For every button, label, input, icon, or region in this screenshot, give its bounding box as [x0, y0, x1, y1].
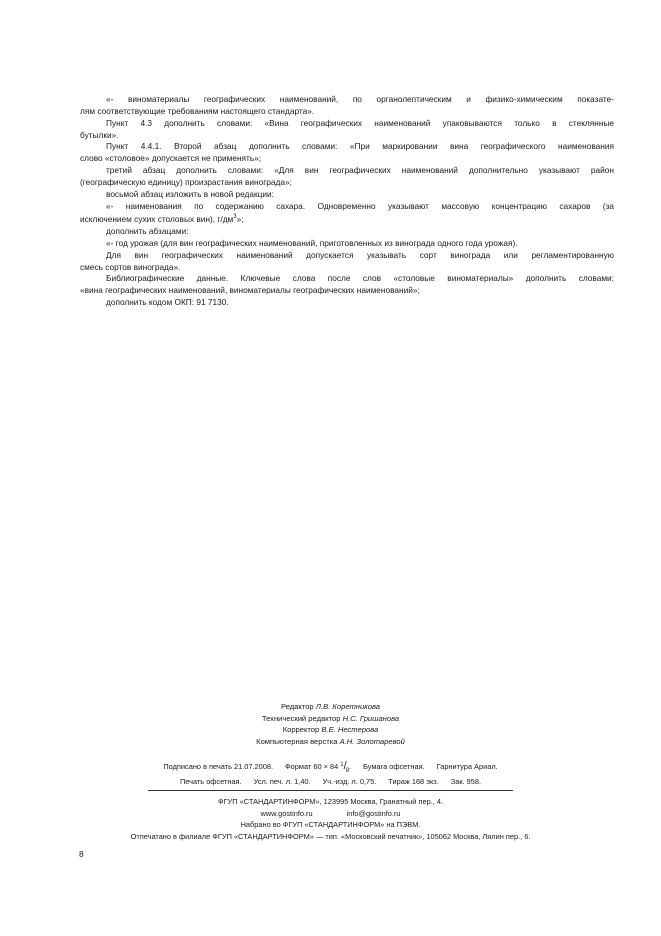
layout-label: Компьютерная верстка	[256, 736, 338, 746]
body-line: «- год урожая (для вин географических наименований, приготовленных из винограда одного года урожая).	[106, 237, 518, 248]
body-line: «вина географических наименований, виноматериалы географических наименований»;	[80, 285, 420, 296]
publisher-block	[0, 796, 661, 842]
print-type: Печать офсетная.	[179, 777, 242, 786]
body-line: Пункт 4.4.1. Второй абзац дополнить словами: «При маркировании вина географического наименования	[106, 141, 614, 152]
credits-block	[0, 701, 661, 747]
separator-line	[148, 790, 513, 791]
layout-name: А.Н. Золотаревой	[339, 736, 405, 746]
printed-note: Отпечатано в филиале ФГУП «СТАНДАРТИНФОРМ» — тип. «Московский печатник», 105062 Москва, Лялин пер., 6.	[130, 831, 531, 841]
format-denominator: 8	[345, 768, 350, 774]
body-line: слово «столовое» допускается не применять»;	[80, 153, 262, 164]
typeface: Гарнитура Ариал.	[436, 762, 498, 771]
editor-credit	[0, 701, 661, 713]
body-line: третий абзац дополнить словами: «Для вин географических наименований дополнительно указывают район	[106, 165, 614, 176]
body-line: Для вин географических наименований допускается указывать сорт винограда или регламентированную	[106, 249, 614, 260]
print-run: Тираж 168 экз.	[388, 777, 439, 786]
body-line: «- наименования по содержанию сахара. Одновременно указывают массовую концентрацию сахаров (за	[106, 200, 614, 211]
typeset-note: Набрано во ФГУП «СТАНДАРТИНФОРМ» на ПЭВМ.	[240, 820, 421, 830]
publisher-address: ФГУП «СТАНДАРТИНФОРМ», 123995 Москва, Гранатный пер., 4.	[217, 797, 444, 806]
tech-editor-credit	[0, 713, 661, 725]
tech-editor-label: Технический редактор	[261, 713, 341, 723]
paper-type: Бумага офсетная.	[363, 762, 425, 771]
publisher-contacts	[0, 808, 661, 820]
print-info-block	[0, 759, 661, 789]
print-sheets: Усл. печ. л. 1,40.	[253, 777, 311, 786]
body-line: Библиографические данные. Ключевые слова после слов «столовые виноматериалы» дополнить словами:	[106, 273, 614, 284]
body-line-units	[80, 212, 614, 226]
editor-label: Редактор	[280, 702, 314, 711]
proofreader-label: Корректор	[282, 725, 320, 734]
body-line-units-text: исключением сухих столовых вин), г/дм	[80, 214, 234, 225]
format-numerator: 1	[340, 762, 344, 768]
print-info-row-2	[0, 775, 661, 789]
body-line: лям соответствующие требованиям настоящего стандарта».	[80, 105, 315, 116]
body-line: дополнить абзацами:	[106, 226, 189, 237]
proofreader-credit	[0, 724, 661, 736]
signed-date: Подписано в печать 21.07.2008.	[163, 762, 274, 771]
body-line: бутылки».	[80, 129, 119, 140]
body-line: дополнить кодом ОКП: 91 7130.	[106, 297, 229, 308]
body-line-units-tail: »;	[236, 214, 244, 225]
tech-editor-name: Н.С. Гришанова	[342, 713, 400, 723]
order-number: Зак. 958.	[450, 777, 482, 786]
body-line: смесь сортов винограда».	[80, 261, 181, 272]
proofreader-name: В.Е. Нестерова	[321, 725, 379, 734]
publication-sheets: Уч.-изд. л. 0,75.	[322, 777, 377, 786]
page-number: 8	[79, 849, 84, 859]
body-line: (географическую единицу) произрастания винограда»;	[80, 176, 292, 187]
publisher-website: www.gostinfo.ru	[260, 808, 313, 818]
layout-credit	[0, 736, 661, 748]
body-line: «- виноматериалы географических наименований, по органолептическим и физико-химическим показате-	[106, 94, 614, 104]
publisher-email: info@gostinfo.ru	[346, 808, 401, 818]
amendment-text	[80, 94, 614, 309]
editor-name: Л.В. Коретникова	[315, 702, 381, 711]
format-fraction: 1/8	[340, 760, 350, 774]
print-info-row-1: Подписано в печать 21.07.2008. Формат 60 × 84 1/8. Бумага офсетная. Гарнитура Ариал.	[163, 760, 498, 774]
superscript-three: 3	[233, 214, 237, 221]
format-prefix: Формат 60 × 84	[285, 762, 339, 771]
body-line: Пункт 4.3 дополнить словами: «Вина географических наименований упаковываются только в стеклянные	[106, 117, 614, 128]
body-line: восьмой абзац изложить в новой редакции:	[106, 188, 274, 199]
